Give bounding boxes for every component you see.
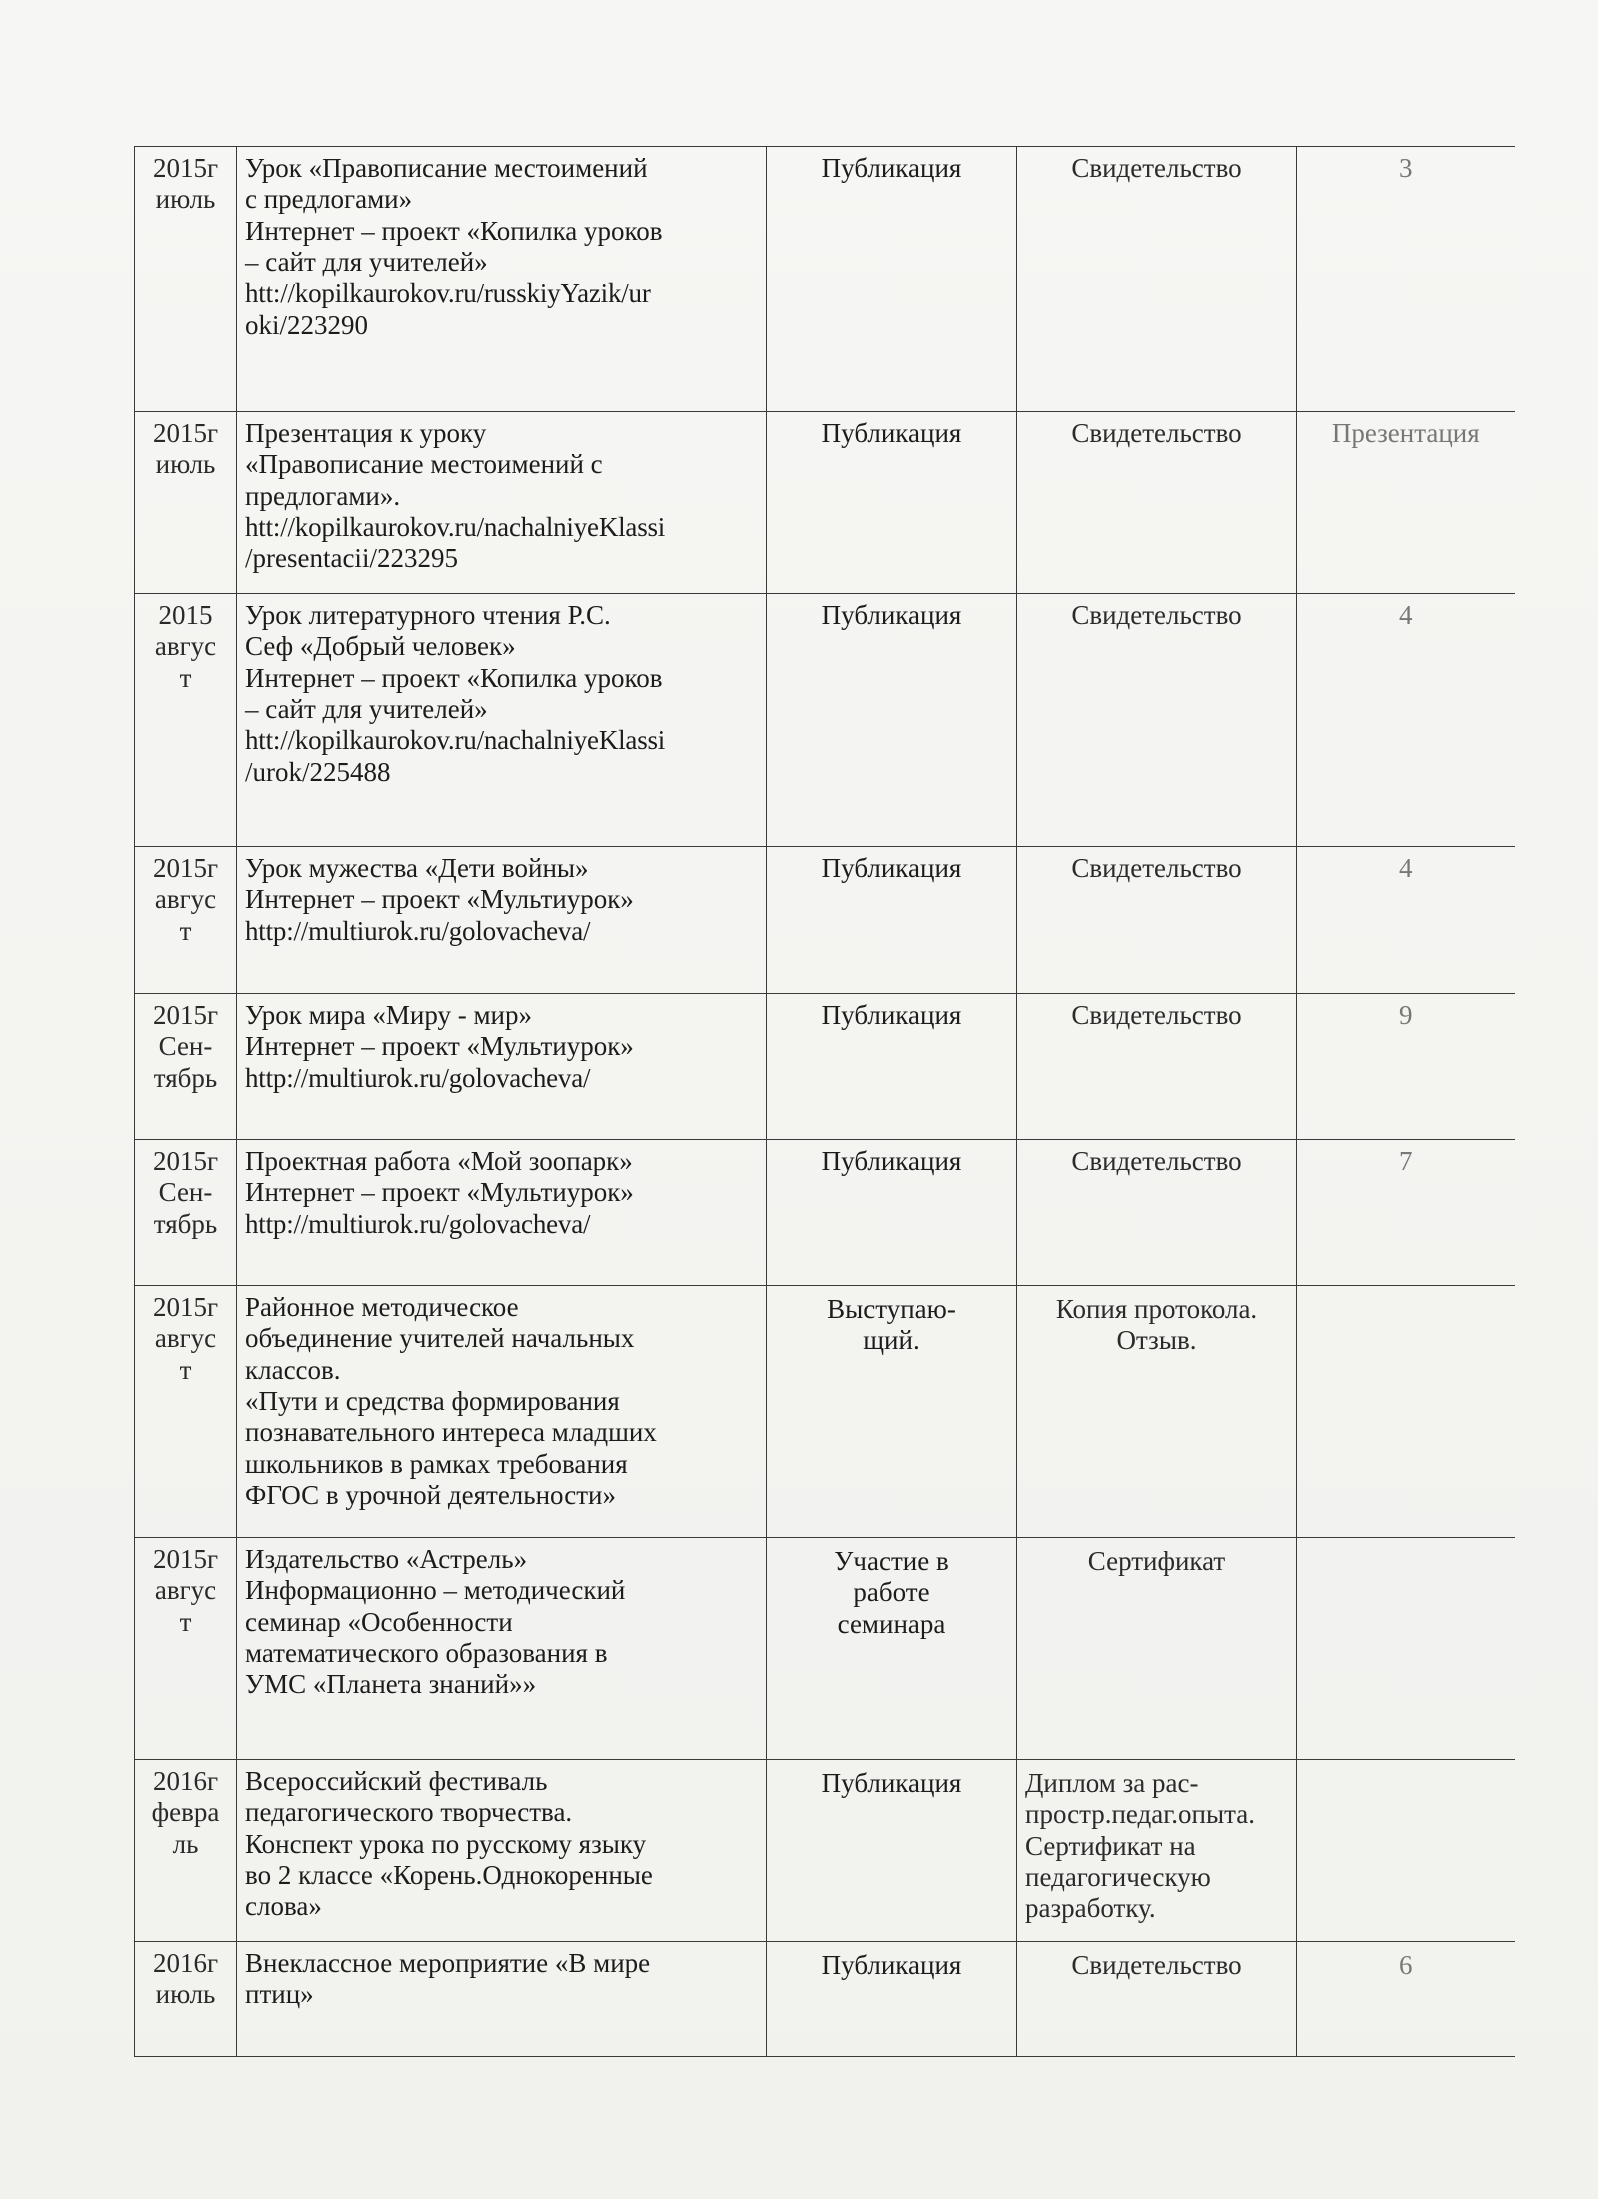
title-cell-line: Урок «Правописание местоимений (245, 153, 648, 183)
number-cell: 3 (1297, 147, 1515, 412)
date-cell-line: тябрь (153, 1208, 218, 1239)
date-cell-line: авгус (154, 631, 217, 662)
title-cell (237, 1538, 767, 1760)
title-cell-line: htt://kopilkaurokov.ru/nachalniyeKlassi (245, 511, 666, 542)
date-cell (135, 1942, 237, 2057)
table-row (135, 847, 1515, 994)
document-cell-line: Отзыв. (1116, 1325, 1197, 1356)
type-cell-line: щий. (863, 1325, 920, 1356)
date-cell-line: 2016г (152, 1766, 219, 1796)
document-cell-line: простр.педаг.опыта. (1025, 1799, 1256, 1830)
document-cell-line: Свидетельство (1071, 1950, 1242, 1980)
number-cell (1297, 1760, 1515, 1942)
number-cell: Презентация (1297, 412, 1515, 594)
type-cell-line: семинара (837, 1608, 946, 1639)
title-cell-line: oki/223290 (245, 309, 369, 340)
type-cell (767, 1942, 1017, 2057)
document-cell (1017, 594, 1297, 847)
date-cell-line: т (179, 1606, 192, 1637)
date-cell-line: авгус (154, 884, 217, 915)
date-cell-line: т (179, 915, 192, 946)
date-cell-line: авгус (154, 1575, 217, 1606)
date-cell-line: 2015г (152, 1292, 219, 1322)
date-cell-line: июль (155, 449, 216, 480)
date-cell (135, 994, 237, 1140)
title-cell (237, 412, 767, 594)
date-cell (135, 594, 237, 847)
date-cell-line: т (179, 1354, 192, 1385)
title-cell (237, 847, 767, 994)
title-cell-line: Интернет – проект «Мультиурок» (245, 884, 634, 915)
date-cell-line: июль (155, 1979, 216, 2010)
title-cell-line: познавательного интереса младших (245, 1417, 657, 1448)
title-cell-line: педагогического творчества. (245, 1797, 573, 1828)
type-cell-line: Публикация (821, 1768, 962, 1798)
title-cell-line: Внеклассное мероприятие «В мире (245, 1948, 651, 1978)
title-cell-line: Конспект урока по русскому языку (245, 1828, 647, 1859)
title-cell-line: Урок мира «Миру - мир» (245, 1000, 533, 1030)
date-cell-line: 2015 (158, 600, 213, 630)
date-cell-line: 2015г (152, 153, 219, 183)
date-cell-line: 2015г (152, 1000, 219, 1030)
document-cell (1017, 147, 1297, 412)
number-cell: 4 (1297, 594, 1515, 847)
title-cell (237, 1760, 767, 1942)
type-cell (767, 594, 1017, 847)
number-cell: 9 (1297, 994, 1515, 1140)
number-cell: 4 (1297, 847, 1515, 994)
title-cell-line: объединение учителей начальных (245, 1323, 635, 1354)
document-cell-line: Свидетельство (1071, 600, 1242, 630)
table-row (135, 1760, 1515, 1942)
title-cell-line: «Пути и средства формирования (245, 1385, 620, 1416)
title-cell-line: htt://kopilkaurokov.ru/nachalniyeKlassi (245, 725, 666, 756)
number-cell: 6 (1297, 1942, 1515, 2057)
document-cell-line: Свидетельство (1071, 853, 1242, 883)
title-cell-line: /presentacii/223295 (245, 543, 458, 574)
title-cell-line: птиц» (245, 1979, 314, 2010)
title-cell-line: Всероссийский фестиваль (245, 1766, 548, 1796)
title-cell-line: слова» (245, 1891, 322, 1922)
title-cell-line: Интернет – проект «Мультиурок» (245, 1177, 634, 1208)
date-cell-line: Сен- (158, 1031, 213, 1062)
document-cell-line: Сертификат (1087, 1546, 1226, 1576)
type-cell (767, 412, 1017, 594)
date-cell-line: 2015г (152, 853, 219, 883)
document-cell-line: Сертификат на (1025, 1830, 1196, 1861)
date-cell (135, 847, 237, 994)
type-cell-line: Публикация (821, 1000, 962, 1030)
title-cell-line: Интернет – проект «Копилка уроков (245, 215, 663, 246)
table-row (135, 1286, 1515, 1538)
title-cell-line: Проектная работа «Мой зоопарк» (245, 1146, 633, 1176)
table-row (135, 1942, 1515, 2057)
document-cell-line: Свидетельство (1071, 1146, 1242, 1176)
title-cell-line: школьников в рамках требования (245, 1448, 628, 1479)
date-cell-line: т (179, 662, 192, 693)
title-cell-line: – сайт для учителей» (245, 693, 488, 724)
title-cell-line: Интернет – проект «Мультиурок» (245, 1031, 634, 1062)
table-body (135, 147, 1515, 2057)
date-cell (135, 412, 237, 594)
document-cell-line: Свидетельство (1071, 1000, 1242, 1030)
date-cell-line: Сен- (158, 1177, 213, 1208)
title-cell-line: во 2 классе «Корень.Однокоренные (245, 1859, 653, 1890)
title-cell-line: – сайт для учителей» (245, 246, 488, 277)
title-cell-line: классов. (245, 1354, 341, 1385)
type-cell (767, 994, 1017, 1140)
document-cell (1017, 412, 1297, 594)
title-cell-line: математического образования в (245, 1637, 608, 1668)
title-cell-line: предлогами». (245, 480, 401, 511)
title-cell-line: с предлогами» (245, 184, 413, 215)
type-cell (767, 1538, 1017, 1760)
date-cell-line: июль (155, 184, 216, 215)
title-cell-line: Информационно – методический (245, 1575, 626, 1606)
title-cell-line: htt://kopilkaurokov.ru/russkiyYazik/ur (245, 278, 651, 309)
table-row (135, 594, 1515, 847)
document-cell-line: педагогическую (1025, 1861, 1211, 1892)
type-cell (767, 1760, 1017, 1942)
title-cell (237, 594, 767, 847)
document-cell (1017, 1942, 1297, 2057)
date-cell-line: 2015г (152, 418, 219, 448)
date-cell (135, 1538, 237, 1760)
title-cell-line: Сеф «Добрый человек» (245, 631, 516, 662)
date-cell-line: авгус (154, 1323, 217, 1354)
title-cell-line: Презентация к уроку (245, 418, 487, 448)
type-cell-line: Публикация (821, 1950, 962, 1980)
table-row (135, 1140, 1515, 1286)
number-cell (1297, 1286, 1515, 1538)
title-cell (237, 1942, 767, 2057)
number-cell (1297, 1538, 1515, 1760)
type-cell-line: Публикация (821, 153, 962, 183)
date-cell (135, 1760, 237, 1942)
document-cell-line: Копия протокола. (1055, 1294, 1258, 1324)
date-cell-line: тябрь (153, 1062, 218, 1093)
document-cell-line: Диплом за рас- (1025, 1768, 1199, 1798)
type-cell-line: работе (853, 1577, 930, 1608)
type-cell (767, 847, 1017, 994)
document-cell (1017, 1140, 1297, 1286)
title-cell-line: /urok/225488 (245, 756, 391, 787)
title-cell-line: http://multiurok.ru/golovacheva/ (245, 915, 591, 946)
title-cell (237, 994, 767, 1140)
title-cell-line: семинар «Особенности (245, 1606, 513, 1637)
date-cell-line: 2015г (152, 1544, 219, 1574)
document-cell (1017, 1538, 1297, 1760)
title-cell-line: УМС «Планета знаний»» (245, 1669, 537, 1700)
title-cell-line: Интернет – проект «Копилка уроков (245, 662, 663, 693)
title-cell-line: Районное методическое (245, 1292, 519, 1322)
title-cell-line: http://multiurok.ru/golovacheva/ (245, 1208, 591, 1239)
table-row (135, 1538, 1515, 1760)
type-cell-line: Публикация (821, 1146, 962, 1176)
date-cell-line: 2015г (152, 1146, 219, 1176)
document-cell-line: разработку. (1025, 1893, 1156, 1924)
publications-table (134, 146, 1515, 2057)
date-cell-line: ль (172, 1828, 199, 1859)
title-cell-line: Издательство «Астрель» (245, 1544, 528, 1574)
type-cell-line: Выступаю- (827, 1294, 956, 1324)
document-cell (1017, 847, 1297, 994)
document-cell (1017, 1286, 1297, 1538)
title-cell (237, 147, 767, 412)
table-row (135, 147, 1515, 412)
document-cell-line: Свидетельство (1071, 418, 1242, 448)
type-cell (767, 1140, 1017, 1286)
title-cell-line: Урок литературного чтения Р.С. (245, 600, 611, 630)
document-cell (1017, 994, 1297, 1140)
type-cell-line: Публикация (821, 600, 962, 630)
table-row (135, 994, 1515, 1140)
title-cell-line: Урок мужества «Дети войны» (245, 853, 589, 883)
title-cell-line: http://multiurok.ru/golovacheva/ (245, 1062, 591, 1093)
date-cell-line: феврa (151, 1797, 220, 1828)
date-cell (135, 1286, 237, 1538)
date-cell-line: 2016г (152, 1948, 219, 1978)
type-cell (767, 1286, 1017, 1538)
type-cell-line: Участие в (834, 1546, 949, 1576)
type-cell (767, 147, 1017, 412)
title-cell-line: ФГОС в урочной деятельности» (245, 1479, 616, 1510)
document-cell (1017, 1760, 1297, 1942)
type-cell-line: Публикация (821, 418, 962, 448)
title-cell (237, 1140, 767, 1286)
title-cell-line: «Правописание местоимений с (245, 449, 603, 480)
number-cell: 7 (1297, 1140, 1515, 1286)
table-row (135, 412, 1515, 594)
date-cell (135, 1140, 237, 1286)
title-cell (237, 1286, 767, 1538)
date-cell (135, 147, 237, 412)
type-cell-line: Публикация (821, 853, 962, 883)
document-cell-line: Свидетельство (1071, 153, 1242, 183)
